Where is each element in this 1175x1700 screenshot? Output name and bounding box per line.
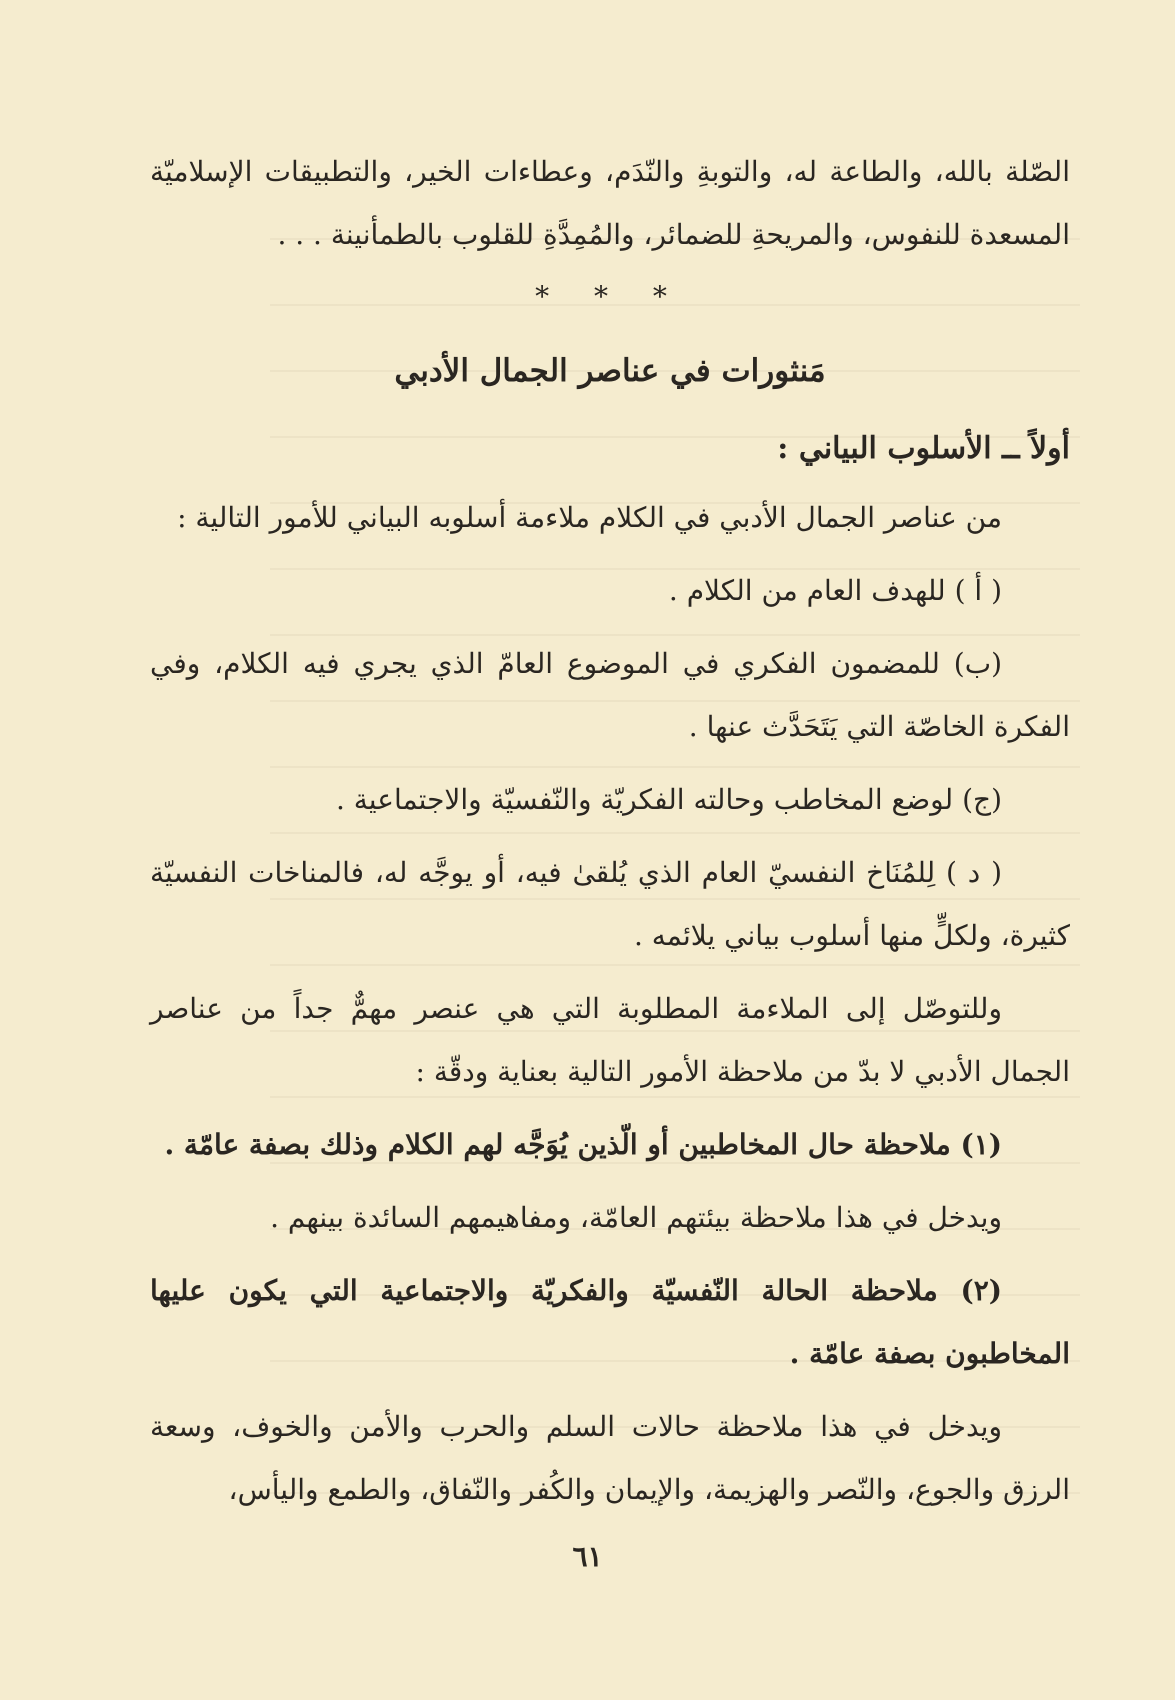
item-b: (ب) للمضمون الفكري في الموضوع العامّ الذي يجري فيه الكلام، وفي الفكرة الخاصّة التي يَتَحَدَّث عنها . bbox=[150, 647, 1070, 743]
item-c: (ج) لوضع المخاطب وحالته الفكريّة والنّفسيّة والاجتماعية . bbox=[335, 783, 1002, 816]
lead-paragraph: من عناصر الجمال الأدبي في الكلام ملاءمة أسلوبه البياني للأمور التالية : bbox=[177, 501, 1002, 534]
point-1-heading: (١) ملاحظة حال المخاطبين أو الّذين يُوَجَّه لهم الكلام وذلك بصفة عامّة . bbox=[164, 1128, 1002, 1161]
intro-paragraph: الصّلة بالله، والطاعة له، والتوبةِ والنّدَم، وعطاءات الخير، والتطبيقات الإسلاميّة المسعدة للنفوس، والمريحةِ للضمائر، والمُمِدَّةِ للقلوب بالطمأنينة . . . bbox=[150, 155, 1070, 251]
page-number: ٦١ bbox=[572, 1540, 603, 1573]
page-body bbox=[150, 140, 1070, 1531]
subheading-style: أولاً ــ الأسلوب البياني : bbox=[777, 431, 1070, 466]
point-2-body: ويدخل في هذا ملاحظة حالات السلم والحرب والأمن والخوف، وسعة الرزق والجوع، والنّصر والهزيمة، والإيمان والكُفر والنّفاق، والطمع واليأس، bbox=[150, 1410, 1070, 1506]
section-title: مَنثورات في عناصر الجمال الأدبي bbox=[394, 353, 826, 389]
point-2-heading: (٢) ملاحظة الحالة النّفسيّة والفكريّة والاجتماعية التي يكون عليها المخاطبون بصفة عامّة . bbox=[150, 1274, 1070, 1370]
item-d: ( د ) لِلمُنَاخ النفسيّ العام الذي يُلقىٰ فيه، أو يوجَّه له، فالمناخات النفسيّة كثيرة، ولكلٍّ منها أسلوب بياني يلائمه . bbox=[150, 856, 1070, 952]
item-a: ( أ ) للهدف العام من الكلام . bbox=[668, 574, 1002, 607]
section-separator: * * * bbox=[535, 280, 685, 313]
point-1-body: ويدخل في هذا ملاحظة بيئتهم العامّة، ومفاهيمهم السائدة بينهم . bbox=[270, 1201, 1002, 1234]
transition-paragraph: وللتوصّل إلى الملاءمة المطلوبة التي هي عنصر مهمٌّ جداً من عناصر الجمال الأدبي لا بدّ من ملاحظة الأمور التالية بعناية ودقّة : bbox=[150, 992, 1070, 1088]
